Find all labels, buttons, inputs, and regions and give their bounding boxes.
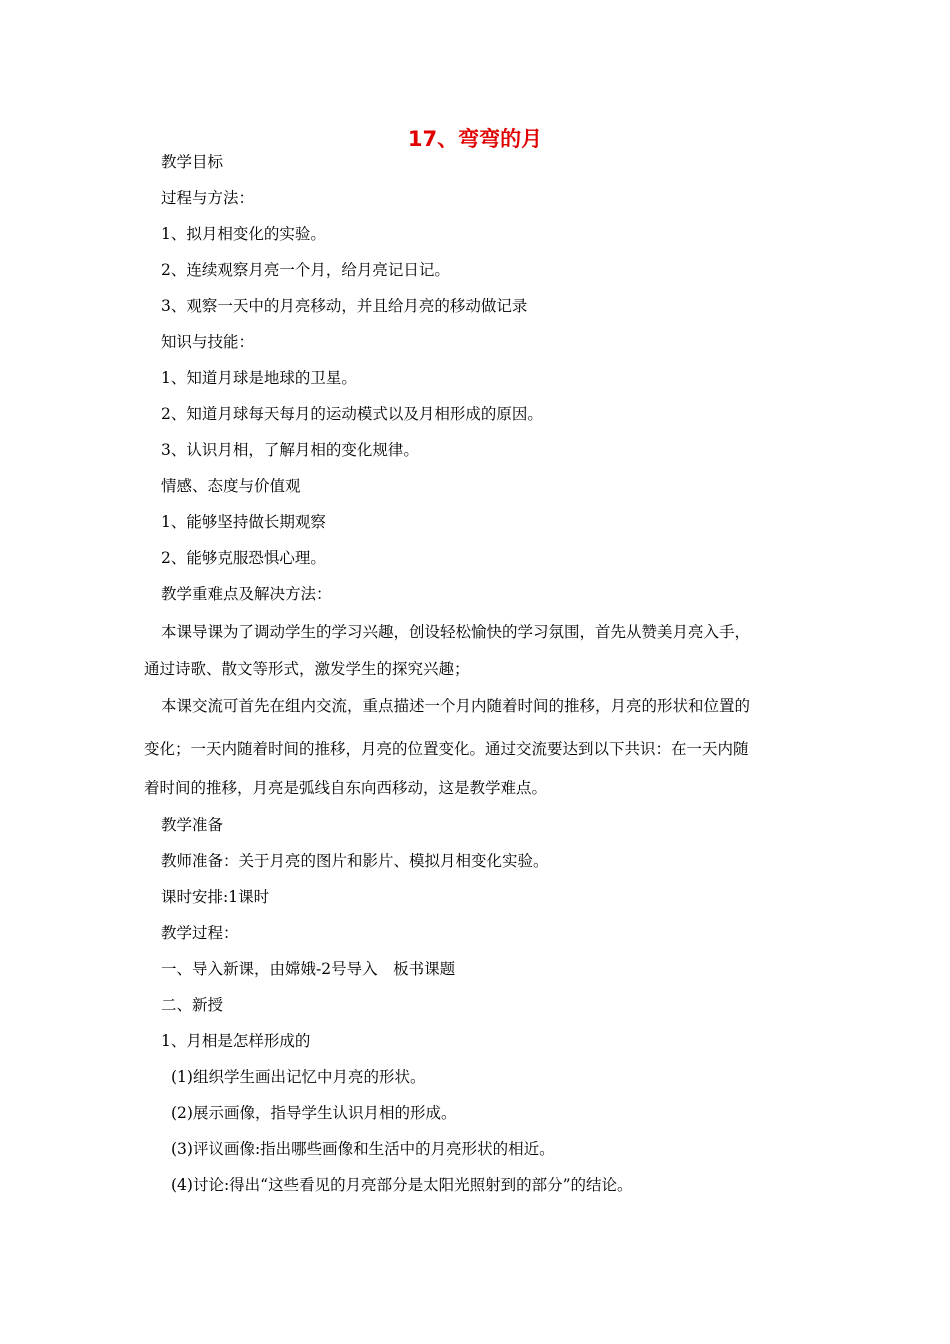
paragraph-line: 通过诗歌、散文等形式，激发学生的探究兴趣； xyxy=(144,660,470,678)
list-item: 1、拟月相变化的实验。 xyxy=(161,225,326,243)
list-item: 1、知道月球是地球的卫星。 xyxy=(161,369,357,387)
list-item: 1、能够坚持做长期观察 xyxy=(161,513,326,531)
paragraph-line: 变化；一天内随着时间的推移，月亮的位置变化。通过交流要达到以下共识：在一天内随 xyxy=(144,740,749,758)
subheading-emotion-values: 情感、态度与价值观 xyxy=(161,477,301,495)
section-heading-preparation: 教学准备 xyxy=(161,816,224,834)
paragraph-line: 着时间的推移，月亮是弧线自东向西移动，这是教学难点。 xyxy=(144,779,548,797)
list-item: 二、新授 xyxy=(161,996,224,1014)
sub-list-item: (1)组织学生画出记忆中月亮的形状。 xyxy=(171,1068,426,1086)
list-item: 2、知道月球每天每月的运动模式以及月相形成的原因。 xyxy=(161,405,543,423)
section-heading-key-points: 教学重难点及解决方法： xyxy=(161,585,332,603)
paragraph-line: 课时安排:1课时 xyxy=(161,888,270,906)
sub-list-item: (4)讨论:得出“这些看见的月亮部分是太阳光照射到的部分”的结论。 xyxy=(171,1176,633,1194)
list-item: 3、认识月相，了解月相的变化规律。 xyxy=(161,441,419,459)
list-item: 3、观察一天中的月亮移动，并且给月亮的移动做记录 xyxy=(161,297,528,315)
list-item: 2、能够克服恐惧心理。 xyxy=(161,549,326,567)
list-item: 1、月相是怎样形成的 xyxy=(161,1032,311,1050)
document-title: 17、弯弯的月 xyxy=(407,127,543,151)
subheading-knowledge-skills: 知识与技能： xyxy=(161,333,255,351)
section-heading-process: 教学过程： xyxy=(161,924,239,942)
list-item: 一、导入新课，由嫦娥-2号导入 板书课题 xyxy=(161,960,456,978)
sub-list-item: (3)评议画像:指出哪些画像和生活中的月亮形状的相近。 xyxy=(171,1140,555,1158)
paragraph-line: 教师准备：关于月亮的图片和影片、模拟月相变化实验。 xyxy=(161,852,549,870)
sub-list-item: (2)展示画像，指导学生认识月相的形成。 xyxy=(171,1104,457,1122)
subheading-process-method: 过程与方法： xyxy=(161,189,255,207)
paragraph-line: 本课导课为了调动学生的学习兴趣，创设轻松愉快的学习氛围，首先从赞美月亮入手， xyxy=(161,623,751,641)
list-item: 2、连续观察月亮一个月，给月亮记日记。 xyxy=(161,261,450,279)
section-heading-goals: 教学目标 xyxy=(161,153,224,171)
paragraph-line: 本课交流可首先在组内交流，重点描述一个月内随着时间的推移，月亮的形状和位置的 xyxy=(161,697,751,715)
